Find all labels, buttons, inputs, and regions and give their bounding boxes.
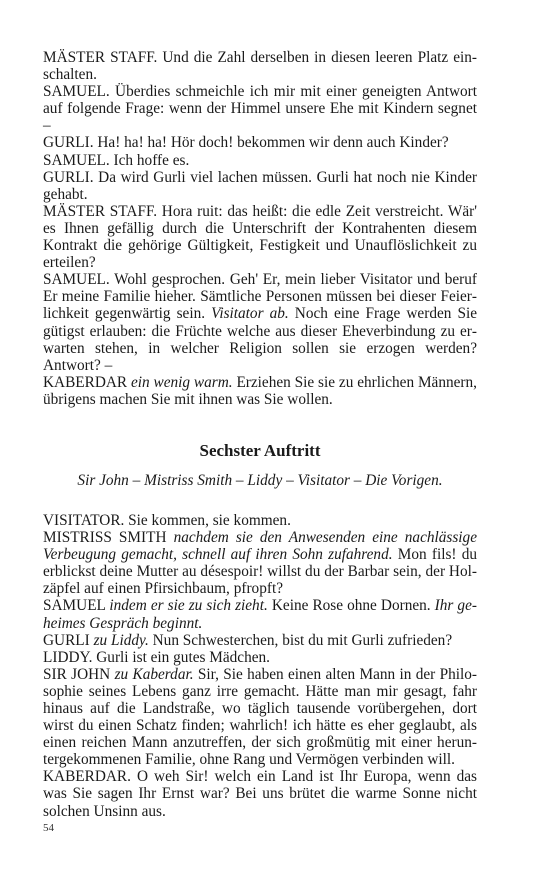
page-number: 54 xyxy=(43,822,54,834)
dialogue-line xyxy=(43,152,477,169)
speech-text: SAMUEL. Überdies schmeichle ich mir mit einer geneigten Antwort auf folgende Frage: wenn der Himmel unsere Ehe mit Kindern segnet – xyxy=(43,83,477,135)
speech-text: VISITATOR. Sie kommen, sie kommen. xyxy=(43,511,291,529)
dialogue-line xyxy=(43,374,477,408)
dialogue-line xyxy=(43,597,477,631)
stage-direction: Visitator ab. xyxy=(211,305,289,323)
stage-direction: nachdem sie den Anwesenden eine nachlässige Verbeugung gemacht, schnell auf ihren Sohn zufahrend. xyxy=(43,529,477,564)
page-body xyxy=(43,49,477,820)
stage-direction: zu Liddy. xyxy=(93,631,149,649)
speech-text: MÄSTER STAFF. Und die Zahl derselben in diesen leeren Platz einschalten. xyxy=(43,49,477,84)
speech-text: LIDDY. Gurli ist ein gutes Mädchen. xyxy=(43,648,271,666)
dialogue-section-2 xyxy=(43,512,477,820)
speech-text: SAMUEL xyxy=(43,597,110,615)
stage-direction: ein wenig warm. xyxy=(131,373,233,391)
speech-text: Noch eine Frage werden Sie gütigst erlauben: die Früchte welche aus dieser Eheverbindung zu erwarten stehen, in welcher Religion sollen sie erzogen werden? Antwort? – xyxy=(43,305,478,374)
dialogue-line xyxy=(43,529,477,597)
dialogue-line xyxy=(43,512,477,529)
speech-text: KABERDAR. O weh Sir! welch ein Land ist Ihr Europa, wenn das was Sie sagen Ihr Ernst war? Bei uns brütet die warme Sonne nicht solchen Unsinn aus. xyxy=(43,768,477,820)
stage-direction: indem er sie zu sich zieht. xyxy=(109,597,268,615)
speech-text: Sir, Sie haben einen alten Mann in der Philosophie seines Lebens ganz irre gemacht. Hätte man mir gesagt, fahr hinaus auf die Landstraße, wo täglich tausende vorübergehen, dort wirst du einen Schatz finden; wahrlich! ich hätte es eher geglaubt, als einen reichen Mann anzutreffen, der sich großmütig mit einer heruntergekommenen Familie, ohne Rang und Vermögen verbinden will. xyxy=(43,665,478,769)
dialogue-line xyxy=(43,169,477,203)
scene-heading: Sechster Auftritt xyxy=(199,440,321,460)
speech-text: SIR JOHN xyxy=(43,665,115,683)
dialogue-line xyxy=(43,768,477,819)
stage-direction: zu Kaberdar. xyxy=(114,665,194,683)
speech-text: Nun Schwesterchen, bist du mit Gurli zufrieden? xyxy=(148,631,453,649)
speech-text: GURLI. Da wird Gurli viel lachen müssen. Gurli hat noch nie Kinder gehabt. xyxy=(43,168,477,203)
speech-text: SAMUEL. Wohl gesprochen. Geh' Er, mein lieber Visitator und beruf Er meine Familie hieher. Sämtliche Personen müssen bei dieser Feierlichkeit gegenwärtig sein. xyxy=(43,271,477,323)
dialogue-line xyxy=(43,49,477,83)
speech-text: SAMUEL. Ich hoffe es. xyxy=(43,151,190,169)
dialogue-section-1 xyxy=(43,49,477,408)
speech-text: MISTRISS SMITH xyxy=(43,529,174,547)
cast-list: Sir John – Mistriss Smith – Liddy – Visitator – Die Vorigen. xyxy=(77,471,443,489)
speech-text: KABERDAR xyxy=(43,373,131,391)
speech-text: MÄSTER STAFF. Hora ruit: das heißt: die edle Zeit verstreicht. Wär' es Ihnen gefällig durch die Unterschrift der Kontrahenten diesem Kontrakt die gehörige Gültigkeit, Festigkeit und Unauflöslichkeit zu erteilen? xyxy=(43,202,477,272)
dialogue-line xyxy=(43,134,477,151)
speech-text: GURLI xyxy=(43,631,94,649)
speech-text: Erziehen Sie sie zu ehrlichen Männern, übrigens machen Sie mit ihnen was Sie wollen. xyxy=(43,373,477,408)
dialogue-line xyxy=(43,649,477,666)
speech-text: Mon fils! du erblickst deine Mutter au désespoir! willst du der Barbar sein, der Holzäpfel auf einen Pfirsichbaum, pfropft? xyxy=(43,546,478,598)
dialogue-line xyxy=(43,83,477,134)
speech-text: GURLI. Ha! ha! ha! Hör doch! bekommen wir denn auch Kinder? xyxy=(43,134,449,152)
dialogue-line xyxy=(43,632,477,649)
speech-text: Keine Rose ohne Dornen. xyxy=(267,597,435,615)
dialogue-line xyxy=(43,271,477,374)
stage-direction: Ihr geheimes Gespräch beginnt. xyxy=(43,597,477,632)
dialogue-line xyxy=(43,666,477,769)
dialogue-line xyxy=(43,203,477,271)
